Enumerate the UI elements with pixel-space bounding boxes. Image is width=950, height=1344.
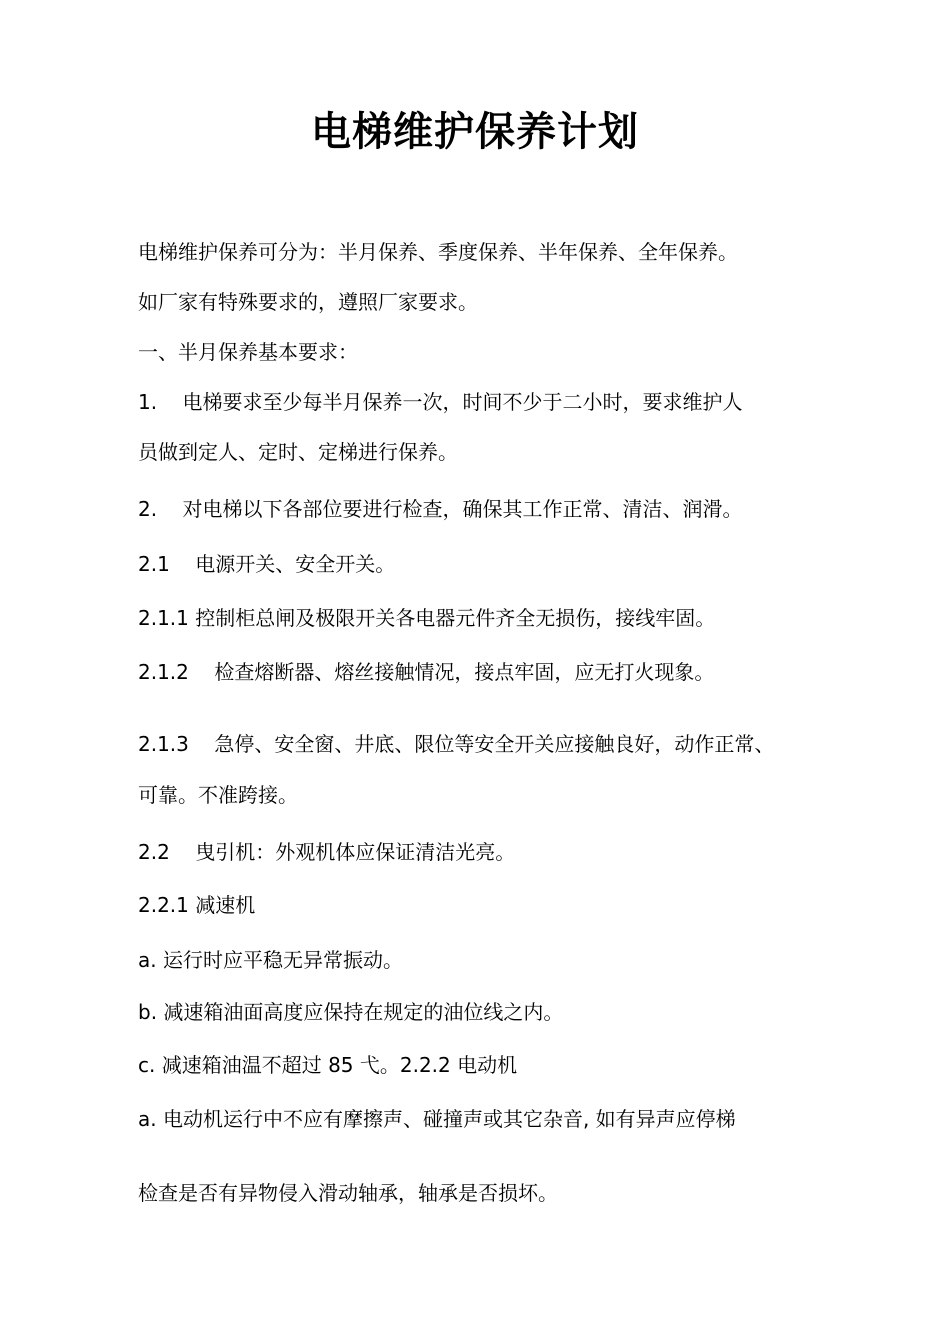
item-2: 2. 对电梯以下各部位要进行检查，确保其工作正常、清洁、润滑。 (138, 497, 743, 521)
item-a-motor-line-1: a. 电动机运行中不应有摩擦声、碰撞声或其它杂音, 如有异声应停梯 (138, 1107, 736, 1131)
item-2-1-1: 2.1.1 控制柜总闸及极限开关各电器元件齐全无损伤，接线牢固。 (138, 606, 716, 630)
item-2-1-3-line-2: 可靠。不准跨接。 (138, 783, 298, 807)
paragraph-manufacturer: 如厂家有特殊要求的，遵照厂家要求。 (138, 290, 478, 314)
item-2-1-2: 2.1.2 检查熔断器、熔丝接触情况，接点牢固，应无打火现象。 (138, 660, 715, 684)
item-2-2: 2.2 曳引机：外观机体应保证清洁光亮。 (138, 840, 516, 864)
document-title: 电梯维护保养计划 (311, 109, 639, 155)
item-a-motor-line-2: 检查是否有异物侵入滑动轴承，轴承是否损坏。 (138, 1181, 558, 1205)
item-a-reducer: a. 运行时应平稳无异常振动。 (138, 948, 403, 972)
item-1-line-1: 1. 电梯要求至少每半月保养一次，时间不少于二小时，要求维护人 (138, 390, 743, 414)
item-2-1-3-line-1: 2.1.3 急停、安全窗、井底、限位等安全开关应接触良好，动作正常、 (138, 732, 775, 756)
item-2-1: 2.1 电源开关、安全开关。 (138, 552, 396, 576)
item-1-line-2: 员做到定人、定时、定梯进行保养。 (138, 440, 458, 464)
item-b-reducer: b. 减速箱油面高度应保持在规定的油位线之内。 (138, 1000, 564, 1024)
paragraph-intro: 电梯维护保养可分为：半月保养、季度保养、半年保养、全年保养。 (138, 240, 738, 264)
item-2-2-1: 2.2.1 减速机 (138, 893, 256, 917)
section-heading-half-month: 一、半月保养基本要求： (138, 340, 358, 364)
item-c-reducer: c. 减速箱油温不超过 85 弋。2.2.2 电动机 (138, 1053, 518, 1077)
